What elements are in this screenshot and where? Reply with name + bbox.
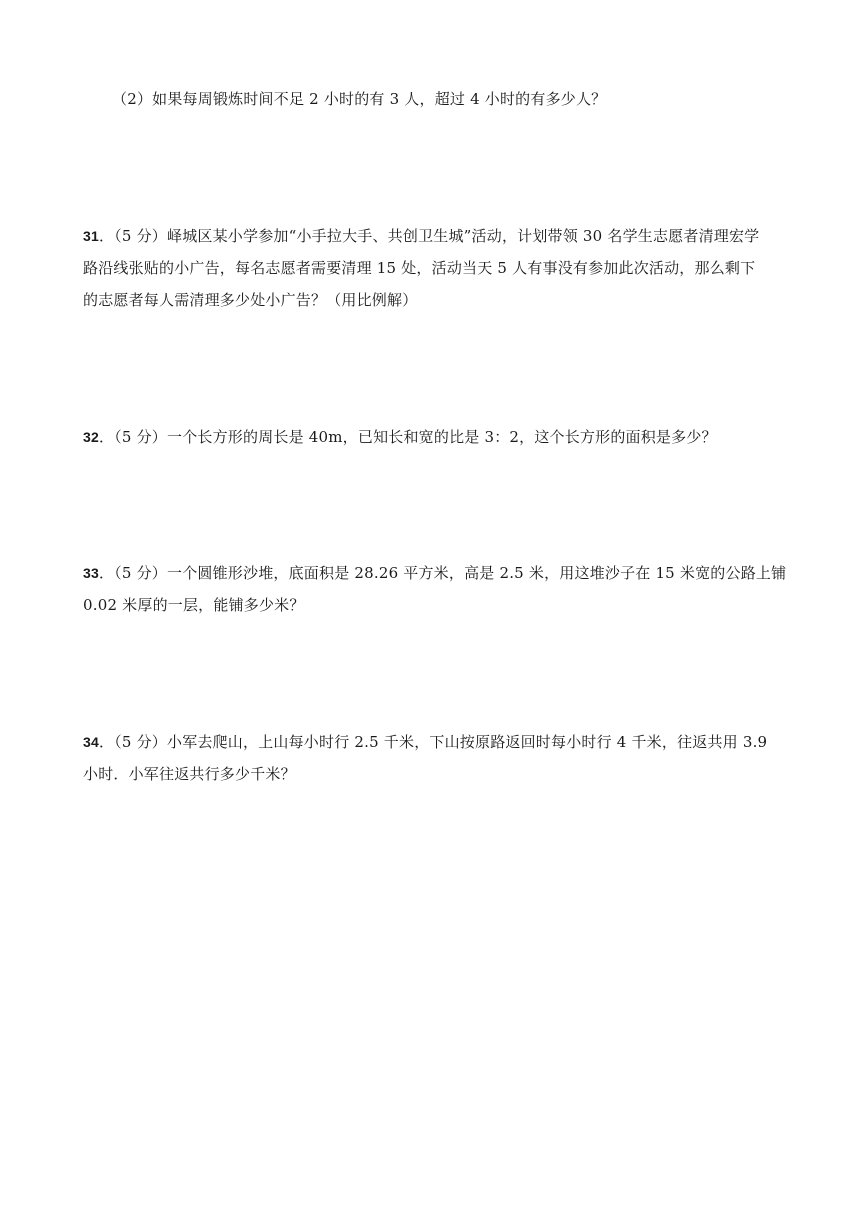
question-34-line-1 (83, 732, 767, 752)
question-31-text-2: 路沿线张贴的小广告，每名志愿者需要清理 15 处，活动当天 5 人有事没有参加此次活动，那么剩下 (83, 259, 756, 277)
question-34-line-2 (83, 764, 296, 784)
question-31-text-1: 峄城区某小学参加“小手拉大手、共创卫生城”活动，计划带领 30 名学生志愿者清理宏学 (167, 227, 760, 245)
question-34-text-2: 小时．小军往返共行多少千米？ (83, 765, 296, 783)
question-33-score: ．（5 分） (98, 564, 167, 582)
question-33-line-1 (83, 563, 786, 583)
question-33-line-2 (83, 595, 305, 615)
question-32-text-1: 一个长方形的周长是 40m，已知长和宽的比是 3：2，这个长方形的面积是多少？ (167, 428, 717, 446)
question-30-part-2-text: （2）如果每周锻炼时间不足 2 小时的有 3 人，超过 4 小时的有多少人？ (112, 90, 607, 108)
question-30-part-2 (112, 89, 606, 109)
question-31-text-3: 的志愿者每人需清理多少处小广告？（用比例解） (83, 291, 418, 309)
question-34-text-1: 小军去爬山，上山每小时行 2.5 千米，下山按原路返回时每小时行 4 千米，往返共用 3.9 (167, 733, 768, 751)
question-31-number: 31 (83, 228, 99, 244)
question-32-number: 32 (83, 429, 99, 445)
question-31-line-2 (83, 258, 755, 278)
question-31-line-1 (83, 226, 759, 246)
question-34-score: ．（5 分） (98, 733, 167, 751)
question-34-number: 34 (83, 734, 99, 750)
question-31-line-3 (83, 290, 417, 310)
question-33-text-2: 0.02 米厚的一层，能铺多少米？ (83, 596, 305, 614)
question-33-text-1: 一个圆锥形沙堆，底面积是 28.26 平方米，高是 2.5 米，用这堆沙子在 15 米宽的公路上铺 (167, 564, 787, 582)
question-32-line-1 (83, 427, 717, 447)
question-32-score: ．（5 分） (98, 428, 167, 446)
question-33-number: 33 (83, 565, 99, 581)
question-31-score: ．（5 分） (98, 227, 167, 245)
